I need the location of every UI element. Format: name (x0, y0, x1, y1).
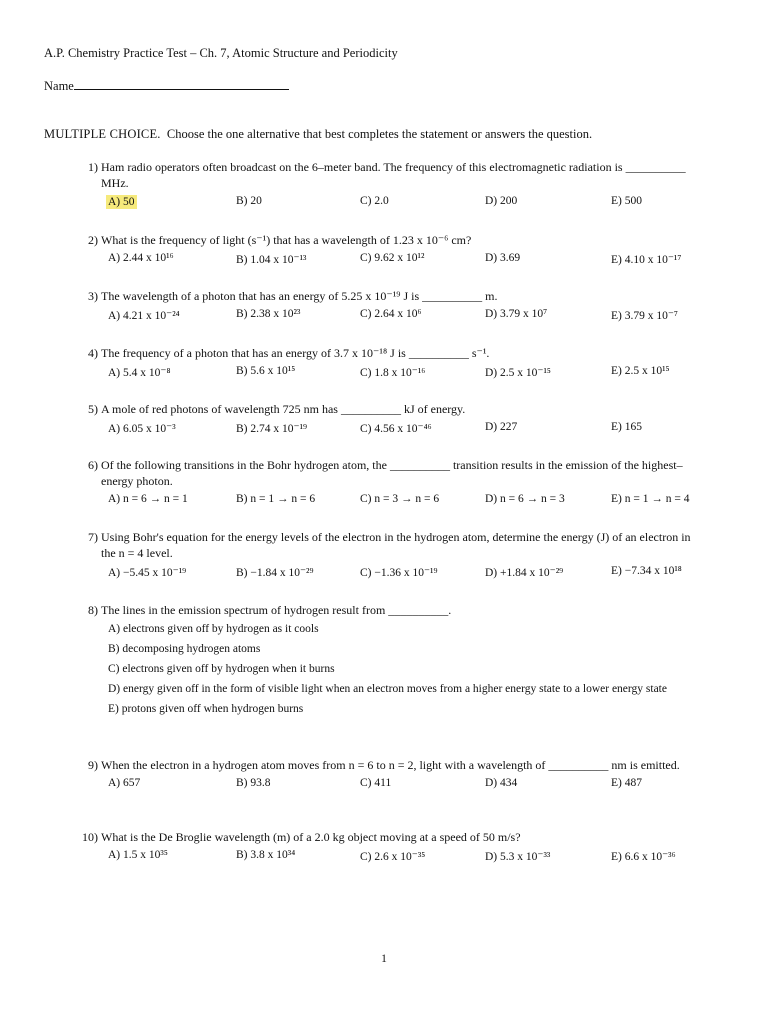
option-d: D) 5.3 x 10⁻³³ (485, 851, 551, 863)
option-d: D) n = 6 → n = 3 (485, 493, 565, 505)
question-number: 4) (88, 346, 98, 360)
question-number: 5) (88, 402, 98, 416)
option-b: B) 1.04 x 10⁻¹³ (236, 254, 307, 266)
option-e: E) protons given off when hydrogen burns (108, 703, 304, 715)
option-a: A) −5.45 x 10⁻¹⁹ (108, 567, 187, 579)
question-number: 8) (88, 603, 98, 617)
question-number: 2) (88, 233, 98, 247)
question-9 (80, 757, 706, 797)
option-b: B) −1.84 x 10⁻²⁹ (236, 567, 314, 579)
question-text: When the electron in a hydrogen atom moves from n = 6 to n = 2, light with a wavelength of __________ nm is emitted. (101, 758, 680, 772)
question-3 (80, 288, 706, 328)
question-text: What is the De Broglie wavelength (m) of a 2.0 kg object moving at a speed of 50 m/s? (101, 830, 521, 844)
option-c: C) n = 3 → n = 6 (360, 493, 440, 505)
option-e: E) 6.6 x 10⁻³⁶ (611, 851, 676, 863)
option-e: E) −7.34 x 10¹⁸ (611, 565, 682, 577)
question-1 (80, 159, 706, 215)
question-4 (80, 345, 706, 385)
option-a: A) 657 (108, 777, 141, 789)
option-b: B) decomposing hydrogen atoms (108, 643, 261, 655)
question-text: What is the frequency of light (s⁻¹) that has a wavelength of 1.23 x 10⁻⁶ cm? (101, 233, 472, 247)
question-7 (80, 529, 706, 585)
option-c: C) 9.62 x 10¹² (360, 252, 425, 264)
page-number: 1 (381, 953, 387, 965)
option-d: D) 434 (485, 777, 518, 789)
question-number: 6) (88, 458, 98, 472)
option-c: C) 1.8 x 10⁻¹⁶ (360, 367, 426, 379)
question-text: The wavelength of a photon that has an energy of 5.25 x 10⁻¹⁹ J is __________ m. (101, 289, 498, 303)
question-2 (80, 232, 706, 272)
option-a-highlighted: A) 50 (108, 196, 135, 208)
option-e: E) 487 (611, 777, 642, 789)
option-a: A) 6.05 x 10⁻³ (108, 423, 176, 435)
option-a: A) electrons given off by hydrogen as it cools (108, 623, 319, 635)
option-c: C) −1.36 x 10⁻¹⁹ (360, 567, 438, 579)
option-b: B) n = 1 → n = 6 (236, 493, 316, 505)
question-number: 1) (88, 160, 98, 174)
question-text: Of the following transitions in the Bohr hydrogen atom, the __________ transition results in the emission of the highest–energy photon. (101, 458, 683, 488)
question-text: The lines in the emission spectrum of hydrogen result from __________. (101, 603, 452, 617)
option-e: E) 3.79 x 10⁻⁷ (611, 310, 678, 322)
option-a: A) 4.21 x 10⁻²⁴ (108, 310, 180, 322)
option-b: B) 20 (236, 195, 262, 207)
option-e: E) 500 (611, 195, 642, 207)
question-text: The frequency of a photon that has an energy of 3.7 x 10⁻¹⁸ J is __________ s⁻¹. (101, 346, 490, 360)
option-e: E) 4.10 x 10⁻¹⁷ (611, 254, 682, 266)
option-c: C) 411 (360, 777, 392, 789)
option-b: B) 93.8 (236, 777, 271, 789)
name-field (44, 79, 289, 94)
question-number: 9) (88, 758, 98, 772)
question-number: 10) (82, 830, 98, 844)
option-d: D) 200 (485, 195, 518, 207)
option-b: B) 3.8 x 10³⁴ (236, 849, 296, 861)
question-number: 3) (88, 289, 98, 303)
question-5 (80, 401, 706, 441)
instructions-heading: MULTIPLE CHOICE. (44, 127, 161, 141)
question-text: Ham radio operators often broadcast on the 6–meter band. The frequency of this electromagnetic radiation is __________ MHz. (101, 160, 686, 190)
option-a: A) n = 6 → n = 1 (108, 493, 188, 505)
option-b: B) 2.38 x 10²³ (236, 308, 301, 320)
question-8 (80, 602, 706, 722)
option-e: E) n = 1 → n = 4 (611, 493, 690, 505)
option-e: E) 2.5 x 10¹⁵ (611, 365, 670, 377)
question-text: Using Bohr's equation for the energy levels of the electron in the hydrogen atom, determine the energy (J) of an electron in the n = 4 level. (101, 530, 691, 560)
option-c: C) electrons given off by hydrogen when it burns (108, 663, 335, 675)
option-d: D) 2.5 x 10⁻¹⁵ (485, 367, 551, 379)
option-d: D) +1.84 x 10⁻²⁹ (485, 567, 564, 579)
option-e: E) 165 (611, 421, 642, 433)
question-number: 7) (88, 530, 98, 544)
question-10 (80, 829, 706, 869)
question-6 (80, 457, 706, 513)
option-d: D) 3.69 (485, 252, 521, 264)
name-blank-line (74, 79, 289, 90)
option-d: D) 227 (485, 421, 518, 433)
option-c: C) 2.6 x 10⁻³⁵ (360, 851, 426, 863)
option-d: D) energy given off in the form of visible light when an electron moves from a higher energy state to a lower energy state (108, 683, 667, 695)
option-a: A) 2.44 x 10¹⁶ (108, 252, 174, 264)
option-d: D) 3.79 x 10⁷ (485, 308, 548, 320)
option-b: B) 2.74 x 10⁻¹⁹ (236, 423, 308, 435)
option-a: A) 1.5 x 10³⁵ (108, 849, 168, 861)
name-label: Name (44, 79, 74, 93)
instructions (44, 127, 592, 142)
option-c: C) 2.0 (360, 195, 389, 207)
option-a: A) 5.4 x 10⁻⁸ (108, 367, 171, 379)
option-b: B) 5.6 x 10¹⁵ (236, 365, 296, 377)
document-title: A.P. Chemistry Practice Test – Ch. 7, Atomic Structure and Periodicity (44, 46, 398, 60)
option-c: C) 4.56 x 10⁻⁴⁶ (360, 423, 432, 435)
option-c: C) 2.64 x 10⁶ (360, 308, 422, 320)
question-text: A mole of red photons of wavelength 725 nm has __________ kJ of energy. (101, 402, 466, 416)
instructions-text: Choose the one alternative that best completes the statement or answers the question. (166, 127, 593, 141)
